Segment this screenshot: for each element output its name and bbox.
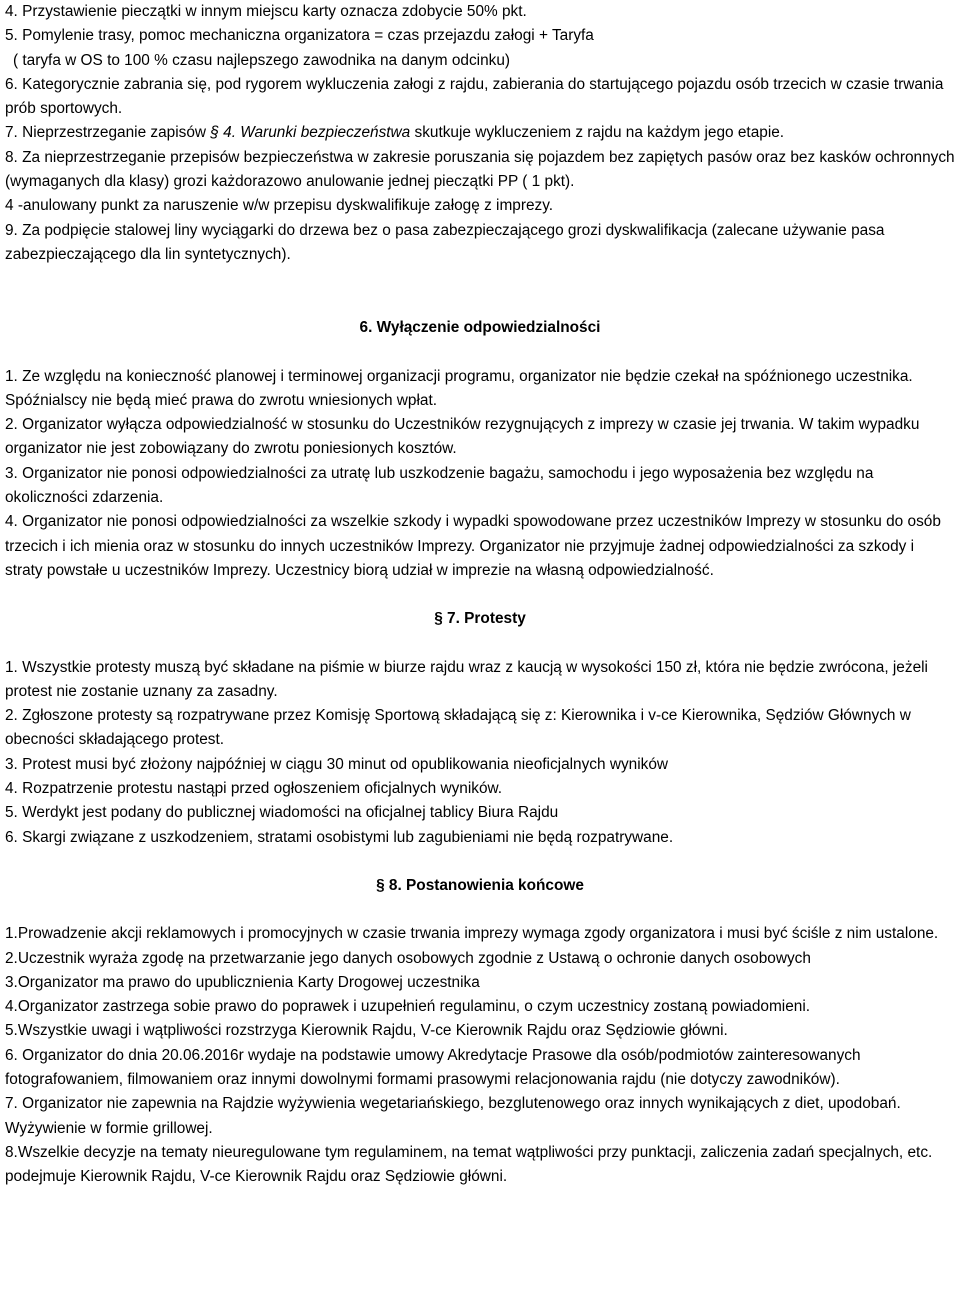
section-6-item: 3. Organizator nie ponosi odpowiedzialności za utratę lub uszkodzenie bagażu, samochodu i jego wyposażenia bez względu na okoliczności zdarzenia. xyxy=(5,464,874,507)
rule-5: 5. Pomylenie trasy, pomoc mechaniczna organizatora = czas przejazdu załogi + Taryfa xyxy=(5,27,594,45)
section-7-item: 5. Werdykt jest podany do publicznej wiadomości na oficjalnej tablicy Biura Rajdu xyxy=(5,804,559,822)
section-8-item: 5.Wszystkie uwagi i wątpliwości rozstrzyga Kierownik Rajdu, V-ce Kierownik Rajdu oraz Sędziowie główni. xyxy=(5,1022,728,1040)
rule-4: 4. Przystawienie pieczątki w innym miejscu karty oznacza zdobycie 50% pkt. xyxy=(5,3,527,20)
section-6-item: 1. Ze względu na konieczność planowej i terminowej organizacji programu, organizator nie będzie czekał na spóźnionego uczestnika. Spóźnialscy nie będą mieć prawa do zwrotu wniesionych wpłat. xyxy=(5,367,913,409)
rule-6: 6. Kategorycznie zabrania się, pod rygorem wykluczenia załogi z rajdu, zabierania do startującego pojazdu osób trzecich w czasie trwania prób sportowych. xyxy=(5,75,944,118)
rule-7 xyxy=(5,121,955,145)
section-8-item: 7. Organizator nie zapewnia na Rajdzie wyżywienia wegetariańskiego, bezglutenowego oraz innych wynikających z diet, upodobań. Wyżywienie w formie grillowej. xyxy=(5,1095,901,1137)
section-7-item: 3. Protest musi być złożony najpóźniej w ciągu 30 minut od opublikowania nieoficjalnych wyników xyxy=(5,755,668,773)
rule-8-note: 4 -anulowany punkt za naruszenie w/w przepisu dyskwalifikuje załogę z imprezy. xyxy=(5,197,554,215)
document xyxy=(5,0,955,1189)
section-8-item: 1.Prowadzenie akcji reklamowych i promocyjnych w czasie trwania imprezy wymaga zgody organizatora i musi być ściśle z nim ustalone. xyxy=(5,925,939,943)
section-8-item: 6. Organizator do dnia 20.06.2016r wydaje na podstawie umowy Akredytacje Prasowe dla osób/podmiotów zainteresowanych fotografowaniem, filmowaniem oraz innymi dowolnymi formami prasowymi relacjonowania rajdu (nie dotyczy zawodników). xyxy=(5,1046,861,1088)
rule-5-note: ( taryfa w OS to 100 % czasu najlepszego zawodnika na danym odcinku) xyxy=(13,51,511,69)
section-7-heading: § 7. Protesty xyxy=(434,610,526,628)
section-6-item: 2. Organizator wyłącza odpowiedzialność w stosunku do Uczestników rezygnujących z imprezy w czasie jej trwania. W takim wypadku organizator nie jest zobowiązany do zwrotu poniesionych kosztów. xyxy=(5,416,920,458)
rule-7-suffix: skutkuje wykluczeniem z rajdu na każdym jego etapie. xyxy=(414,124,785,142)
section-8-item: 3.Organizator ma prawo do upublicznienia Karty Drogowej uczestnika xyxy=(5,973,480,991)
section-8-item: 2.Uczestnik wyraża zgodę na przetwarzanie jego danych osobowych zgodnie z Ustawą o ochronie danych osobowych xyxy=(5,949,811,967)
section-7-item: 4. Rozpatrzenie protestu nastąpi przed ogłoszeniem oficjalnych wyników. xyxy=(5,780,503,798)
rule-7-reference: § 4. Warunki bezpieczeństwa xyxy=(210,124,411,142)
section-6-heading: 6. Wyłączenie odpowiedzialności xyxy=(359,319,601,337)
section-8-item: 4.Organizator zastrzega sobie prawo do poprawek i uzupełnień regulaminu, o czym uczestnicy zostaną powiadomieni. xyxy=(5,998,811,1016)
section-7-item: 1. Wszystkie protesty muszą być składane na piśmie w biurze rajdu wraz z kaucją w wysokości 150 zł, która nie będzie zwrócona, jeżeli protest nie zostanie uznany za zasadny. xyxy=(5,658,928,700)
section-7-item: 6. Skargi związane z uszkodzeniem, stratami osobistymi lub zagubieniami nie będą rozpatrywane. xyxy=(5,828,674,846)
rule-8: 8. Za nieprzestrzeganie przepisów bezpieczeństwa w zakresie poruszania się pojazdem bez zapiętych pasów oraz bez kasków ochronnych (wymaganych dla klasy) grozi każdorazowo anulowanie jednej pieczątki PP ( 1 pkt). xyxy=(5,148,955,191)
rule-7-prefix: 7. Nieprzestrzeganie zapisów xyxy=(5,124,207,142)
section-6-item: 4. Organizator nie ponosi odpowiedzialności za wszelkie szkody i wypadki spowodowane przez uczestników Imprezy w stosunku do osób trzecich i ich mienia oraz w stosunku do innych uczestników Imprezy. Organizator nie przyjmuje żadnej odpowiedzialności za szkody i straty powstałe u uczestników Imprezy. Uczestnicy biorą udział w imprezie na własną odpowiedzialność. xyxy=(5,513,941,579)
rule-9: 9. Za podpięcie stalowej liny wyciągarki do drzewa bez o pasa zabezpieczającego grozi dyskwalifikacja (zalecane używanie pasa zabezpieczającego dla lin syntetycznych). xyxy=(5,221,885,263)
section-8-heading: § 8. Postanowienia końcowe xyxy=(376,876,584,894)
section-8-item: 8.Wszelkie decyzje na tematy nieuregulowane tym regulaminem, na temat wątpliwości przy punktacji, zaliczenia zadań specjalnych, etc. podejmuje Kierownik Rajdu, V-ce Kierownik Rajdu oraz Sędziowie główni. xyxy=(5,1143,933,1186)
section-7-item: 2. Zgłoszone protesty są rozpatrywane przez Komisję Sportową składającą się z: Kierownika i v-ce Kierownika, Sędziów Głównych w obecności składającego protest. xyxy=(5,707,911,749)
